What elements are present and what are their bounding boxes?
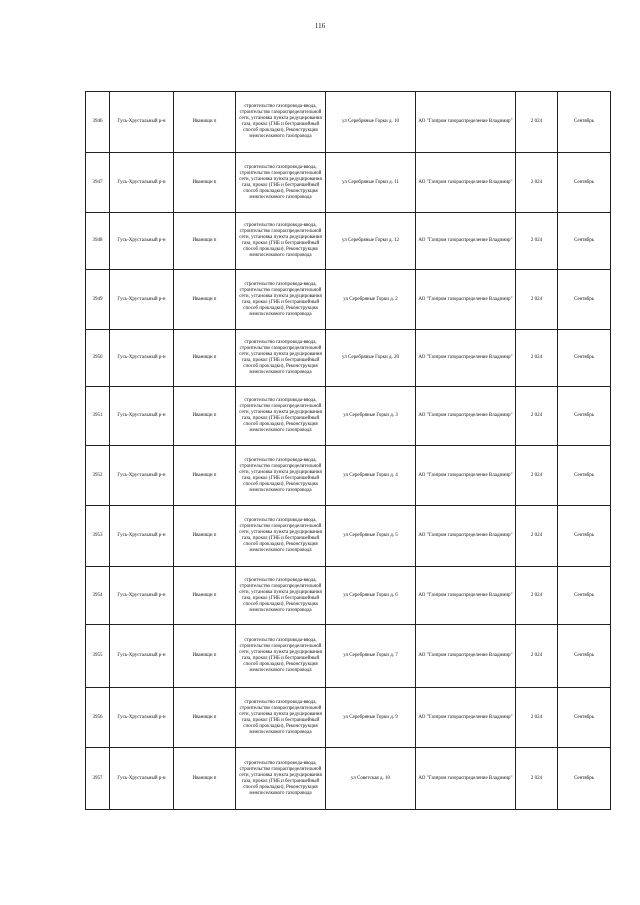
year-cell: 2 024	[516, 688, 558, 748]
row-number: 3952	[86, 446, 110, 506]
row-number: 3956	[86, 688, 110, 748]
settlement-cell: Иванищи п	[174, 213, 236, 270]
year-cell: 2 024	[516, 625, 558, 688]
work-description-cell: строительство газопровода-ввода, строительство газораспределительной сети, установка пункта редуцирования газа, прокол (ГНБ и бестраншейный способ прокладки), Реконструкция межпоселкового газопровода	[236, 213, 326, 270]
address-cell: ул Серебряные Горки д. 2	[326, 270, 416, 330]
work-description-cell: строительство газопровода-ввода, строительство газораспределительной сети, установка пункта редуцирования газа, прокол (ГНБ и бестраншейный способ прокладки), Реконструкция межпоселкового газопровода	[236, 270, 326, 330]
year-cell: 2 024	[516, 567, 558, 625]
address-cell: ул Серебряные Горки д. 6	[326, 567, 416, 625]
month-cell: Сентябрь	[558, 387, 611, 446]
district-cell: Гусь-Хрустальный р-н	[110, 92, 174, 153]
year-cell: 2 024	[516, 153, 558, 213]
month-cell: Сентябрь	[558, 270, 611, 330]
settlement-cell: Иванищи п	[174, 270, 236, 330]
organization-cell: АО "Газпром газораспределение Владимир"	[416, 270, 516, 330]
work-description-cell: строительство газопровода-ввода, строительство газораспределительной сети, установка пункта редуцирования газа, прокол (ГНБ и бестраншейный способ прокладки), Реконструкция межпоселкового газопровода	[236, 153, 326, 213]
year-cell: 2 024	[516, 506, 558, 567]
work-description-cell: строительство газопровода-ввода, строительство газораспределительной сети, установка пункта редуцирования газа, прокол (ГНБ и бестраншейный способ прокладки), Реконструкция межпоселкового газопровода	[236, 330, 326, 387]
address-cell: ул Серебряные Горки д. 3	[326, 387, 416, 446]
year-cell: 2 024	[516, 92, 558, 153]
settlement-cell: Иванищи п	[174, 92, 236, 153]
table-row	[86, 748, 611, 810]
address-cell: ул Советская д. 10	[326, 748, 416, 810]
organization-cell: АО "Газпром газораспределение Владимир"	[416, 153, 516, 213]
work-description-cell: строительство газопровода-ввода, строительство газораспределительной сети, установка пункта редуцирования газа, прокол (ГНБ и бестраншейный способ прокладки), Реконструкция межпоселкового газопровода	[236, 567, 326, 625]
settlement-cell: Иванищи п	[174, 567, 236, 625]
year-cell: 2 024	[516, 330, 558, 387]
year-cell: 2 024	[516, 213, 558, 270]
row-number: 3954	[86, 567, 110, 625]
district-cell: Гусь-Хрустальный р-н	[110, 213, 174, 270]
work-description-cell: строительство газопровода-ввода, строительство газораспределительной сети, установка пункта редуцирования газа, прокол (ГНБ и бестраншейный способ прокладки), Реконструкция межпоселкового газопровода	[236, 688, 326, 748]
table-row	[86, 625, 611, 688]
table-row	[86, 387, 611, 446]
address-cell: ул Серебряные Горки д. 7	[326, 625, 416, 688]
month-cell: Сентябрь	[558, 506, 611, 567]
district-cell: Гусь-Хрустальный р-н	[110, 688, 174, 748]
settlement-cell: Иванищи п	[174, 387, 236, 446]
organization-cell: АО "Газпром газораспределение Владимир"	[416, 387, 516, 446]
organization-cell: АО "Газпром газораспределение Владимир"	[416, 446, 516, 506]
address-cell: ул Серебряные Горки д. 12	[326, 213, 416, 270]
table-row	[86, 688, 611, 748]
month-cell: Сентябрь	[558, 446, 611, 506]
organization-cell: АО "Газпром газораспределение Владимир"	[416, 748, 516, 810]
organization-cell: АО "Газпром газораспределение Владимир"	[416, 213, 516, 270]
month-cell: Сентябрь	[558, 153, 611, 213]
table-row	[86, 567, 611, 625]
row-number: 3948	[86, 213, 110, 270]
row-number: 3953	[86, 506, 110, 567]
work-description-cell: строительство газопровода-ввода, строительство газораспределительной сети, установка пункта редуцирования газа, прокол (ГНБ и бестраншейный способ прокладки), Реконструкция межпоселкового газопровода	[236, 387, 326, 446]
work-description-cell: строительство газопровода-ввода, строительство газораспределительной сети, установка пункта редуцирования газа, прокол (ГНБ и бестраншейный способ прокладки), Реконструкция межпоселкового газопровода	[236, 506, 326, 567]
month-cell: Сентябрь	[558, 748, 611, 810]
settlement-cell: Иванищи п	[174, 688, 236, 748]
row-number: 3950	[86, 330, 110, 387]
district-cell: Гусь-Хрустальный р-н	[110, 387, 174, 446]
row-number: 3946	[86, 92, 110, 153]
settlement-cell: Иванищи п	[174, 625, 236, 688]
settlement-cell: Иванищи п	[174, 506, 236, 567]
organization-cell: АО "Газпром газораспределение Владимир"	[416, 567, 516, 625]
settlement-cell: Иванищи п	[174, 330, 236, 387]
district-cell: Гусь-Хрустальный р-н	[110, 625, 174, 688]
address-cell: ул Серебряные Горки д. 4	[326, 446, 416, 506]
table-row	[86, 153, 611, 213]
table-row	[86, 213, 611, 270]
work-description-cell: строительство газопровода-ввода, строительство газораспределительной сети, установка пункта редуцирования газа, прокол (ГНБ и бестраншейный способ прокладки), Реконструкция межпоселкового газопровода	[236, 748, 326, 810]
district-cell: Гусь-Хрустальный р-н	[110, 506, 174, 567]
table-body	[86, 92, 611, 810]
year-cell: 2 024	[516, 270, 558, 330]
month-cell: Сентябрь	[558, 330, 611, 387]
address-cell: ул Серебряные Горки д. 10	[326, 92, 416, 153]
table-row	[86, 506, 611, 567]
organization-cell: АО "Газпром газораспределение Владимир"	[416, 506, 516, 567]
district-cell: Гусь-Хрустальный р-н	[110, 446, 174, 506]
settlement-cell: Иванищи п	[174, 153, 236, 213]
work-description-cell: строительство газопровода-ввода, строительство газораспределительной сети, установка пункта редуцирования газа, прокол (ГНБ и бестраншейный способ прокладки), Реконструкция межпоселкового газопровода	[236, 92, 326, 153]
row-number: 3957	[86, 748, 110, 810]
district-cell: Гусь-Хрустальный р-н	[110, 567, 174, 625]
page-number: 116	[314, 22, 326, 30]
row-number: 3951	[86, 387, 110, 446]
address-cell: ул Серебряные Горки д. 20	[326, 330, 416, 387]
year-cell: 2 024	[516, 446, 558, 506]
row-number: 3955	[86, 625, 110, 688]
year-cell: 2 024	[516, 748, 558, 810]
work-description-cell: строительство газопровода-ввода, строительство газораспределительной сети, установка пункта редуцирования газа, прокол (ГНБ и бестраншейный способ прокладки), Реконструкция межпоселкового газопровода	[236, 446, 326, 506]
row-number: 3949	[86, 270, 110, 330]
month-cell: Сентябрь	[558, 213, 611, 270]
settlement-cell: Иванищи п	[174, 748, 236, 810]
organization-cell: АО "Газпром газораспределение Владимир"	[416, 92, 516, 153]
table-row	[86, 330, 611, 387]
address-cell: ул Серебряные Горки д. 11	[326, 153, 416, 213]
organization-cell: АО "Газпром газораспределение Владимир"	[416, 625, 516, 688]
row-number: 3947	[86, 153, 110, 213]
table-row	[86, 92, 611, 153]
organization-cell: АО "Газпром газораспределение Владимир"	[416, 688, 516, 748]
month-cell: Сентябрь	[558, 688, 611, 748]
month-cell: Сентябрь	[558, 625, 611, 688]
district-cell: Гусь-Хрустальный р-н	[110, 270, 174, 330]
district-cell: Гусь-Хрустальный р-н	[110, 153, 174, 213]
address-cell: ул Серебряные Горки д. 5	[326, 506, 416, 567]
month-cell: Сентябрь	[558, 567, 611, 625]
district-cell: Гусь-Хрустальный р-н	[110, 330, 174, 387]
organization-cell: АО "Газпром газораспределение Владимир"	[416, 330, 516, 387]
month-cell: Сентябрь	[558, 92, 611, 153]
works-table	[85, 91, 611, 810]
work-description-cell: строительство газопровода-ввода, строительство газораспределительной сети, установка пункта редуцирования газа, прокол (ГНБ и бестраншейный способ прокладки), Реконструкция межпоселкового газопровода	[236, 625, 326, 688]
table-row	[86, 270, 611, 330]
table-row	[86, 446, 611, 506]
settlement-cell: Иванищи п	[174, 446, 236, 506]
district-cell: Гусь-Хрустальный р-н	[110, 748, 174, 810]
address-cell: ул Серебряные Горки д. 9	[326, 688, 416, 748]
year-cell: 2 024	[516, 387, 558, 446]
